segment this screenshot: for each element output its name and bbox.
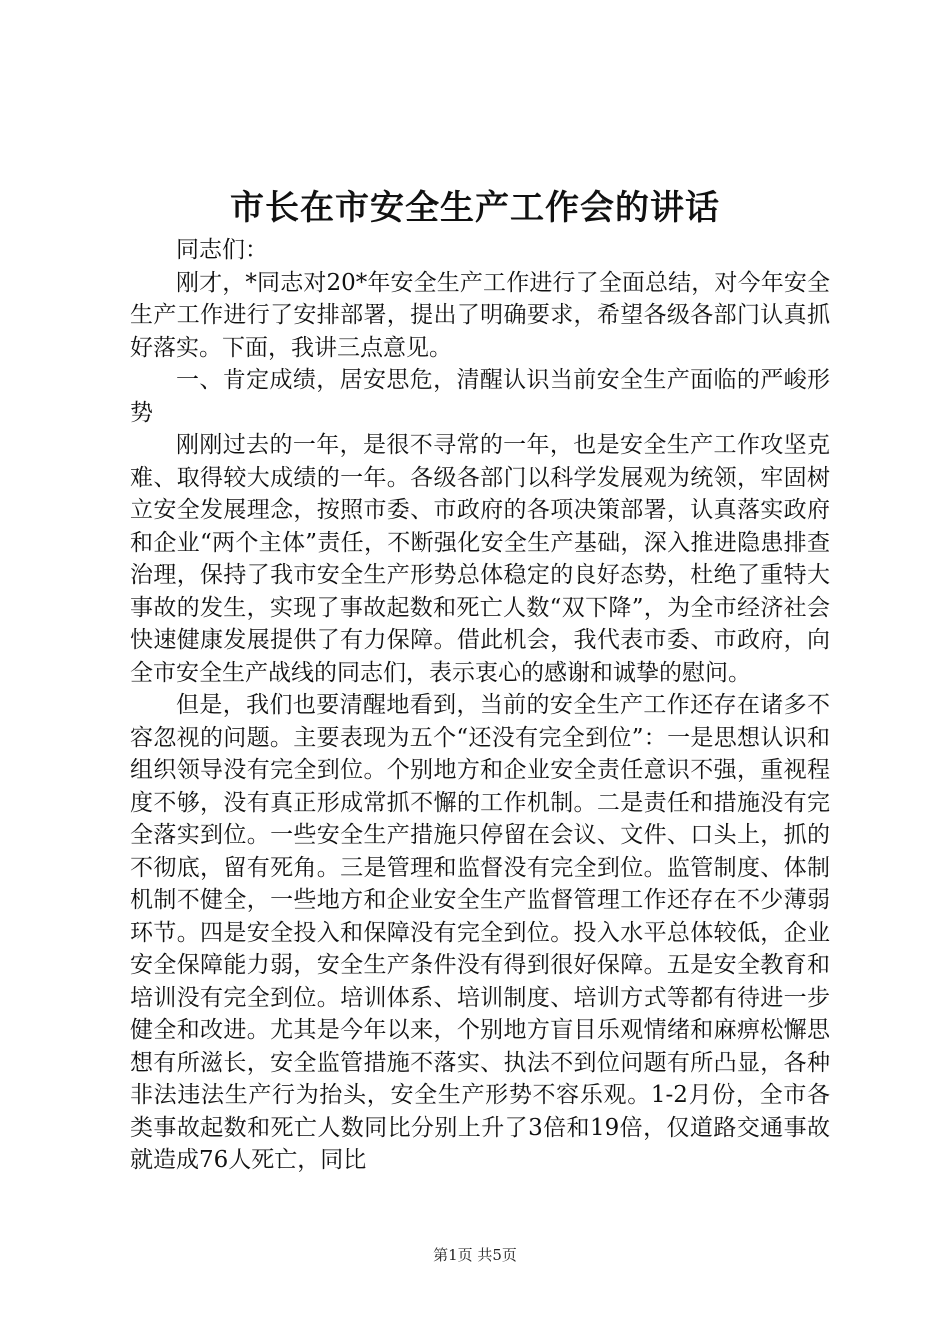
- page-number: 第1页 共5页: [433, 1246, 517, 1264]
- paragraph-intro: 刚才，*同志对20*年安全生产工作进行了全面总结，对今年安全生产工作进行了安排部署，提出了明确要求，希望各级各部门认真抓好落实。下面，我讲三点意见。: [130, 269, 830, 361]
- paragraph-problems: 但是，我们也要清醒地看到，当前的安全生产工作还存在诸多不容忽视的问题。主要表现为五个“还没有完全到位”：一是思想认识和组织领导没有完全到位。个别地方和企业安全责任意识不强，重视程度不够，没有真正形成常抓不懈的工作机制。二是责任和措施没有完全落实到位。一些安全生产措施只停留在会议、文件、口头上，抓的不彻底，留有死角。三是管理和监督没有完全到位。监管制度、体制机制不健全，一些地方和企业安全生产监督管理工作还存在不少薄弱环节。四是安全投入和保障没有完全到位。投入水平总体较低，企业安全保障能力弱，安全生产条件没有得到很好保障。五是安全教育和培训没有完全到位。培训体系、培训制度、培训方式等都有待进一步健全和改进。尤其是今年以来，个别地方盲目乐观情绪和麻痹松懈思想有所滋长，安全监管措施不落实、执法不到位问题有所凸显，各种非法违法生产行为抬头，安全生产形势不容乐观。1-2月份，全市各类事故起数和死亡人数同比分别上升了3倍和19倍，仅道路交通事故就造成76人死亡，同比: [130, 692, 830, 1173]
- document-body: [130, 234, 830, 1177]
- paragraph-salutation: 同志们：: [176, 237, 268, 263]
- paragraph-achievements: 刚刚过去的一年，是很不寻常的一年，也是安全生产工作攻坚克难、取得较大成绩的一年。各级各部门以科学发展观为统领，牢固树立安全发展理念，按照市委、市政府的各项决策部署，认真落实政府和企业“两个主体”责任，不断强化安全生产基础，深入推进隐患排查治理，保持了我市安全生产形势总体稳定的良好态势，杜绝了重特大事故的发生，实现了事故起数和死亡人数“双下降”，为全市经济社会快速健康发展提供了有力保障。借此机会，我代表市委、市政府，向全市安全生产战线的同志们，表示衷心的感谢和诚挚的慰问。: [130, 432, 830, 686]
- section-heading-1: 一、肯定成绩，居安思危，清醒认识当前安全生产面临的严峻形势: [130, 367, 830, 426]
- document-title: 市长在市安全生产工作会的讲话: [230, 188, 720, 228]
